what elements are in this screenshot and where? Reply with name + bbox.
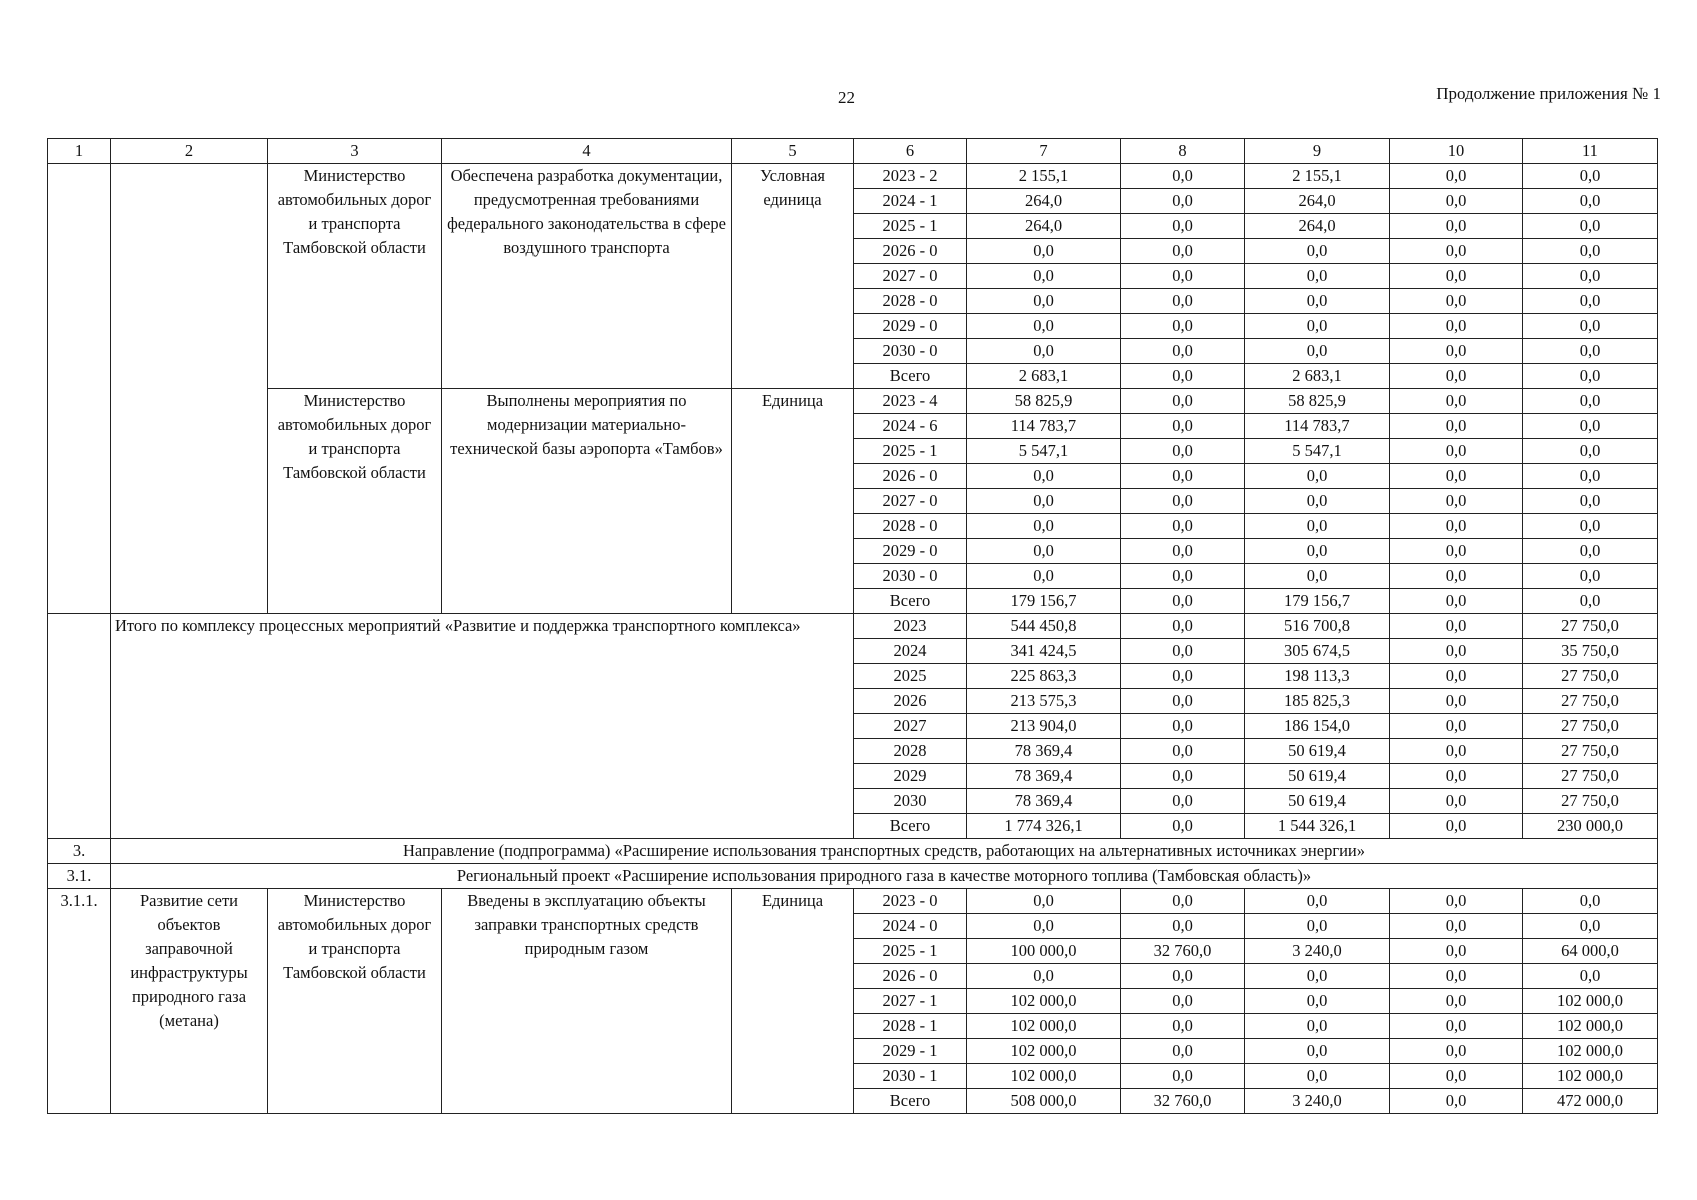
column-header-row (48, 139, 1658, 164)
amount-cell: 5 547,1 (967, 439, 1121, 464)
amount-cell: 186 154,0 (1245, 714, 1390, 739)
amount-cell: 0,0 (1523, 464, 1658, 489)
amount-cell: 225 863,3 (967, 664, 1121, 689)
section-number: 3. (48, 839, 111, 864)
amount-cell: 0,0 (1390, 364, 1523, 389)
year-indicator-cell: 2025 - 1 (854, 939, 967, 964)
amount-cell: 0,0 (1121, 989, 1245, 1014)
amount-cell: 102 000,0 (967, 1014, 1121, 1039)
col-header: 9 (1245, 139, 1390, 164)
amount-cell: 0,0 (1523, 564, 1658, 589)
amount-cell: 0,0 (1121, 364, 1245, 389)
year-indicator-cell: 2027 - 0 (854, 264, 967, 289)
amount-cell: 3 240,0 (1245, 1089, 1390, 1114)
year-indicator-cell: 2027 (854, 714, 967, 739)
amount-cell: 0,0 (967, 489, 1121, 514)
amount-cell: 0,0 (1390, 239, 1523, 264)
year-indicator-cell: 2028 - 0 (854, 514, 967, 539)
amount-cell: 264,0 (1245, 189, 1390, 214)
year-indicator-cell: 2029 - 0 (854, 314, 967, 339)
year-indicator-cell: 2028 - 1 (854, 1014, 967, 1039)
year-indicator-cell: Всего (854, 589, 967, 614)
amount-cell: 27 750,0 (1523, 789, 1658, 814)
year-indicator-cell: 2026 (854, 689, 967, 714)
year-indicator-cell: 2023 - 4 (854, 389, 967, 414)
amount-cell: 50 619,4 (1245, 789, 1390, 814)
year-indicator-cell: 2026 - 0 (854, 239, 967, 264)
year-indicator-cell: 2030 (854, 789, 967, 814)
col-header: 8 (1121, 139, 1245, 164)
amount-cell: 114 783,7 (1245, 414, 1390, 439)
amount-cell: 100 000,0 (967, 939, 1121, 964)
year-indicator-cell: 2024 (854, 639, 967, 664)
amount-cell: 0,0 (1245, 339, 1390, 364)
amount-cell: 0,0 (1390, 1039, 1523, 1064)
amount-cell: 64 000,0 (1523, 939, 1658, 964)
amount-cell: 0,0 (1245, 289, 1390, 314)
amount-cell: 0,0 (1121, 214, 1245, 239)
year-indicator-cell: 2026 - 0 (854, 464, 967, 489)
amount-cell: 0,0 (1390, 489, 1523, 514)
col-header: 10 (1390, 139, 1523, 164)
year-indicator-cell: 2024 - 1 (854, 189, 967, 214)
amount-cell: 0,0 (967, 289, 1121, 314)
amount-cell: 0,0 (1390, 889, 1523, 914)
amount-cell: 0,0 (1390, 1014, 1523, 1039)
amount-cell: 230 000,0 (1523, 814, 1658, 839)
amount-cell: 78 369,4 (967, 739, 1121, 764)
amount-cell: 0,0 (1245, 989, 1390, 1014)
year-indicator-cell: Всего (854, 364, 967, 389)
amount-cell: 0,0 (1390, 714, 1523, 739)
amount-cell: 102 000,0 (1523, 1039, 1658, 1064)
year-indicator-cell: 2028 (854, 739, 967, 764)
amount-cell: 264,0 (967, 214, 1121, 239)
amount-cell: 0,0 (1245, 264, 1390, 289)
amount-cell: 0,0 (1390, 789, 1523, 814)
amount-cell: 0,0 (1121, 689, 1245, 714)
amount-cell: 179 156,7 (967, 589, 1121, 614)
amount-cell: 0,0 (1121, 789, 1245, 814)
amount-cell: 2 683,1 (967, 364, 1121, 389)
col-header: 11 (1523, 139, 1658, 164)
year-indicator-cell: 2028 - 0 (854, 289, 967, 314)
year-indicator-cell: 2030 - 1 (854, 1064, 967, 1089)
col-header: 2 (111, 139, 268, 164)
amount-cell: 213 575,3 (967, 689, 1121, 714)
amount-cell: 0,0 (1245, 239, 1390, 264)
amount-cell: 0,0 (1121, 814, 1245, 839)
amount-cell: 5 547,1 (1245, 439, 1390, 464)
table-row (48, 389, 1658, 414)
amount-cell: 50 619,4 (1245, 764, 1390, 789)
section-title: Направление (подпрограмма) «Расширение использования транспортных средств, работающих на альтернативных источниках энергии» (111, 839, 1658, 864)
number-cell: 3.1.1. (48, 889, 111, 1114)
year-indicator-cell: 2025 (854, 664, 967, 689)
appendix-continuation-note: Продолжение приложения № 1 (1436, 84, 1661, 103)
amount-cell: 78 369,4 (967, 789, 1121, 814)
col-header: 6 (854, 139, 967, 164)
amount-cell: 0,0 (1390, 514, 1523, 539)
amount-cell: 0,0 (1523, 589, 1658, 614)
year-indicator-cell: 2023 (854, 614, 967, 639)
amount-cell: 0,0 (1390, 964, 1523, 989)
amount-cell: 78 369,4 (967, 764, 1121, 789)
amount-cell: 0,0 (1523, 389, 1658, 414)
amount-cell: 0,0 (1245, 1014, 1390, 1039)
amount-cell: 0,0 (967, 339, 1121, 364)
amount-cell: 102 000,0 (1523, 989, 1658, 1014)
amount-cell: 58 825,9 (1245, 389, 1390, 414)
amount-cell: 0,0 (967, 964, 1121, 989)
unit-of-measure: Условная единица (732, 164, 854, 389)
amount-cell: 102 000,0 (1523, 1064, 1658, 1089)
col-header: 7 (967, 139, 1121, 164)
amount-cell: 0,0 (1390, 314, 1523, 339)
amount-cell: 0,0 (1390, 939, 1523, 964)
year-indicator-cell: 2029 - 1 (854, 1039, 967, 1064)
amount-cell: 508 000,0 (967, 1089, 1121, 1114)
amount-cell: 35 750,0 (1523, 639, 1658, 664)
amount-cell: 0,0 (1523, 914, 1658, 939)
amount-cell: 0,0 (1523, 264, 1658, 289)
amount-cell: 0,0 (1390, 664, 1523, 689)
amount-cell: 0,0 (1523, 964, 1658, 989)
year-indicator-cell: 2027 - 0 (854, 489, 967, 514)
amount-cell: 27 750,0 (1523, 739, 1658, 764)
amount-cell: 0,0 (1390, 914, 1523, 939)
amount-cell: 0,0 (1245, 1039, 1390, 1064)
amount-cell: 0,0 (967, 464, 1121, 489)
amount-cell: 0,0 (1523, 289, 1658, 314)
col-header: 4 (442, 139, 732, 164)
amount-cell: 0,0 (1121, 739, 1245, 764)
amount-cell: 0,0 (1121, 464, 1245, 489)
amount-cell: 0,0 (1523, 214, 1658, 239)
responsible-executor: Министерство автомобильных дорог и транспорта Тамбовской области (268, 889, 442, 1114)
amount-cell: 2 155,1 (1245, 164, 1390, 189)
amount-cell: 0,0 (1390, 389, 1523, 414)
amount-cell: 0,0 (967, 564, 1121, 589)
responsible-executor: Министерство автомобильных дорог и транспорта Тамбовской области (268, 389, 442, 614)
amount-cell: 0,0 (1121, 539, 1245, 564)
amount-cell: 0,0 (967, 314, 1121, 339)
section-title: Региональный проект «Расширение использования природного газа в качестве моторного топлива (Тамбовская область)» (111, 864, 1658, 889)
amount-cell: 0,0 (1121, 239, 1245, 264)
amount-cell: 0,0 (1121, 714, 1245, 739)
year-indicator-cell: 2030 - 0 (854, 339, 967, 364)
col-header: 1 (48, 139, 111, 164)
amount-cell: 0,0 (1121, 389, 1245, 414)
amount-cell: 544 450,8 (967, 614, 1121, 639)
amount-cell: 0,0 (1121, 339, 1245, 364)
year-indicator-cell: 2024 - 0 (854, 914, 967, 939)
measure-name-cell (111, 164, 268, 614)
amount-cell: 0,0 (1121, 914, 1245, 939)
amount-cell: 0,0 (1245, 564, 1390, 589)
amount-cell: 0,0 (1390, 339, 1523, 364)
amount-cell: 0,0 (1121, 164, 1245, 189)
amount-cell: 0,0 (967, 889, 1121, 914)
amount-cell: 0,0 (967, 539, 1121, 564)
amount-cell: 0,0 (1121, 639, 1245, 664)
amount-cell: 264,0 (967, 189, 1121, 214)
section-row (48, 864, 1658, 889)
unit-of-measure: Единица (732, 889, 854, 1114)
amount-cell: 27 750,0 (1523, 764, 1658, 789)
amount-cell: 0,0 (1390, 539, 1523, 564)
amount-cell: 0,0 (1121, 564, 1245, 589)
year-indicator-cell: Всего (854, 814, 967, 839)
amount-cell: 0,0 (1390, 764, 1523, 789)
amount-cell: 0,0 (1523, 239, 1658, 264)
section-row (48, 839, 1658, 864)
amount-cell: 0,0 (1390, 739, 1523, 764)
amount-cell: 0,0 (1523, 414, 1658, 439)
responsible-executor: Министерство автомобильных дорог и транспорта Тамбовской области (268, 164, 442, 389)
amount-cell: 0,0 (1121, 1039, 1245, 1064)
amount-cell: 0,0 (1390, 289, 1523, 314)
amount-cell: 27 750,0 (1523, 689, 1658, 714)
amount-cell: 0,0 (1121, 614, 1245, 639)
amount-cell: 102 000,0 (967, 1039, 1121, 1064)
amount-cell: 50 619,4 (1245, 739, 1390, 764)
amount-cell: 0,0 (1121, 414, 1245, 439)
amount-cell: 0,0 (1523, 164, 1658, 189)
year-indicator-cell: 2023 - 0 (854, 889, 967, 914)
budget-table (47, 138, 1658, 1114)
amount-cell: 0,0 (1390, 564, 1523, 589)
year-indicator-cell: 2030 - 0 (854, 564, 967, 589)
year-indicator-cell: 2024 - 6 (854, 414, 967, 439)
year-indicator-cell: Всего (854, 1089, 967, 1114)
amount-cell: 114 783,7 (967, 414, 1121, 439)
year-indicator-cell: 2027 - 1 (854, 989, 967, 1014)
amount-cell: 0,0 (1523, 889, 1658, 914)
amount-cell: 32 760,0 (1121, 939, 1245, 964)
result-description: Введены в эксплуатацию объекты заправки транспортных средств природным газом (442, 889, 732, 1114)
amount-cell: 0,0 (1245, 914, 1390, 939)
amount-cell: 516 700,8 (1245, 614, 1390, 639)
amount-cell: 0,0 (1245, 514, 1390, 539)
number-cell (48, 614, 111, 839)
amount-cell: 0,0 (1390, 1064, 1523, 1089)
col-header: 5 (732, 139, 854, 164)
amount-cell: 2 155,1 (967, 164, 1121, 189)
amount-cell: 102 000,0 (967, 1064, 1121, 1089)
amount-cell: 0,0 (1390, 439, 1523, 464)
amount-cell: 0,0 (967, 914, 1121, 939)
amount-cell: 0,0 (1390, 414, 1523, 439)
page-number: 22 (838, 88, 855, 107)
amount-cell: 0,0 (1121, 264, 1245, 289)
amount-cell: 0,0 (1390, 214, 1523, 239)
amount-cell: 0,0 (1121, 1014, 1245, 1039)
amount-cell: 0,0 (1121, 314, 1245, 339)
amount-cell: 0,0 (1245, 1064, 1390, 1089)
amount-cell: 0,0 (1121, 514, 1245, 539)
amount-cell: 102 000,0 (967, 989, 1121, 1014)
amount-cell: 0,0 (1390, 814, 1523, 839)
amount-cell: 58 825,9 (967, 389, 1121, 414)
amount-cell: 0,0 (1523, 514, 1658, 539)
unit-of-measure: Единица (732, 389, 854, 614)
measure-name-cell: Развитие сети объектов заправочной инфраструктуры природного газа (метана) (111, 889, 268, 1114)
amount-cell: 0,0 (1523, 339, 1658, 364)
amount-cell: 0,0 (1121, 1064, 1245, 1089)
amount-cell: 0,0 (1523, 489, 1658, 514)
amount-cell: 0,0 (1390, 189, 1523, 214)
amount-cell: 0,0 (1245, 464, 1390, 489)
table-row (48, 614, 1658, 639)
amount-cell: 0,0 (1523, 439, 1658, 464)
amount-cell: 0,0 (1245, 889, 1390, 914)
table-row (48, 889, 1658, 914)
amount-cell: 0,0 (967, 514, 1121, 539)
amount-cell: 0,0 (1390, 639, 1523, 664)
result-description: Обеспечена разработка документации, предусмотренная требованиями федерального законодательства в сфере воздушного транспорта (442, 164, 732, 389)
amount-cell: 0,0 (1390, 689, 1523, 714)
amount-cell: 0,0 (1121, 889, 1245, 914)
table-row (48, 164, 1658, 189)
number-cell (48, 164, 111, 614)
amount-cell: 305 674,5 (1245, 639, 1390, 664)
amount-cell: 185 825,3 (1245, 689, 1390, 714)
year-indicator-cell: 2026 - 0 (854, 964, 967, 989)
year-indicator-cell: 2025 - 1 (854, 214, 967, 239)
amount-cell: 0,0 (1523, 314, 1658, 339)
amount-cell: 0,0 (1523, 364, 1658, 389)
amount-cell: 0,0 (1121, 964, 1245, 989)
amount-cell: 0,0 (1121, 664, 1245, 689)
amount-cell: 0,0 (1121, 764, 1245, 789)
amount-cell: 27 750,0 (1523, 614, 1658, 639)
amount-cell: 0,0 (1523, 539, 1658, 564)
amount-cell: 198 113,3 (1245, 664, 1390, 689)
amount-cell: 0,0 (1390, 1089, 1523, 1114)
year-indicator-cell: 2025 - 1 (854, 439, 967, 464)
amount-cell: 0,0 (1121, 489, 1245, 514)
amount-cell: 27 750,0 (1523, 714, 1658, 739)
amount-cell: 179 156,7 (1245, 589, 1390, 614)
amount-cell: 0,0 (1390, 614, 1523, 639)
amount-cell: 472 000,0 (1523, 1089, 1658, 1114)
result-description: Выполнены мероприятия по модернизации материально-технической базы аэропорта «Тамбов» (442, 389, 732, 614)
amount-cell: 2 683,1 (1245, 364, 1390, 389)
col-header: 3 (268, 139, 442, 164)
amount-cell: 0,0 (967, 264, 1121, 289)
amount-cell: 0,0 (1390, 989, 1523, 1014)
amount-cell: 0,0 (1245, 314, 1390, 339)
amount-cell: 0,0 (1390, 264, 1523, 289)
amount-cell: 102 000,0 (1523, 1014, 1658, 1039)
amount-cell: 264,0 (1245, 214, 1390, 239)
amount-cell: 0,0 (1390, 164, 1523, 189)
amount-cell: 0,0 (1245, 539, 1390, 564)
amount-cell: 0,0 (1121, 289, 1245, 314)
amount-cell: 0,0 (1390, 464, 1523, 489)
amount-cell: 0,0 (967, 239, 1121, 264)
amount-cell: 0,0 (1523, 189, 1658, 214)
amount-cell: 1 774 326,1 (967, 814, 1121, 839)
amount-cell: 0,0 (1121, 439, 1245, 464)
amount-cell: 341 424,5 (967, 639, 1121, 664)
amount-cell: 0,0 (1390, 589, 1523, 614)
amount-cell: 0,0 (1245, 964, 1390, 989)
amount-cell: 1 544 326,1 (1245, 814, 1390, 839)
amount-cell: 32 760,0 (1121, 1089, 1245, 1114)
amount-cell: 0,0 (1121, 589, 1245, 614)
year-indicator-cell: 2029 (854, 764, 967, 789)
amount-cell: 213 904,0 (967, 714, 1121, 739)
amount-cell: 0,0 (1245, 489, 1390, 514)
amount-cell: 3 240,0 (1245, 939, 1390, 964)
year-indicator-cell: 2023 - 2 (854, 164, 967, 189)
amount-cell: 0,0 (1121, 189, 1245, 214)
total-label: Итого по комплексу процессных мероприятий «Развитие и поддержка транспортного комплекса» (111, 614, 854, 839)
amount-cell: 27 750,0 (1523, 664, 1658, 689)
year-indicator-cell: 2029 - 0 (854, 539, 967, 564)
section-number: 3.1. (48, 864, 111, 889)
